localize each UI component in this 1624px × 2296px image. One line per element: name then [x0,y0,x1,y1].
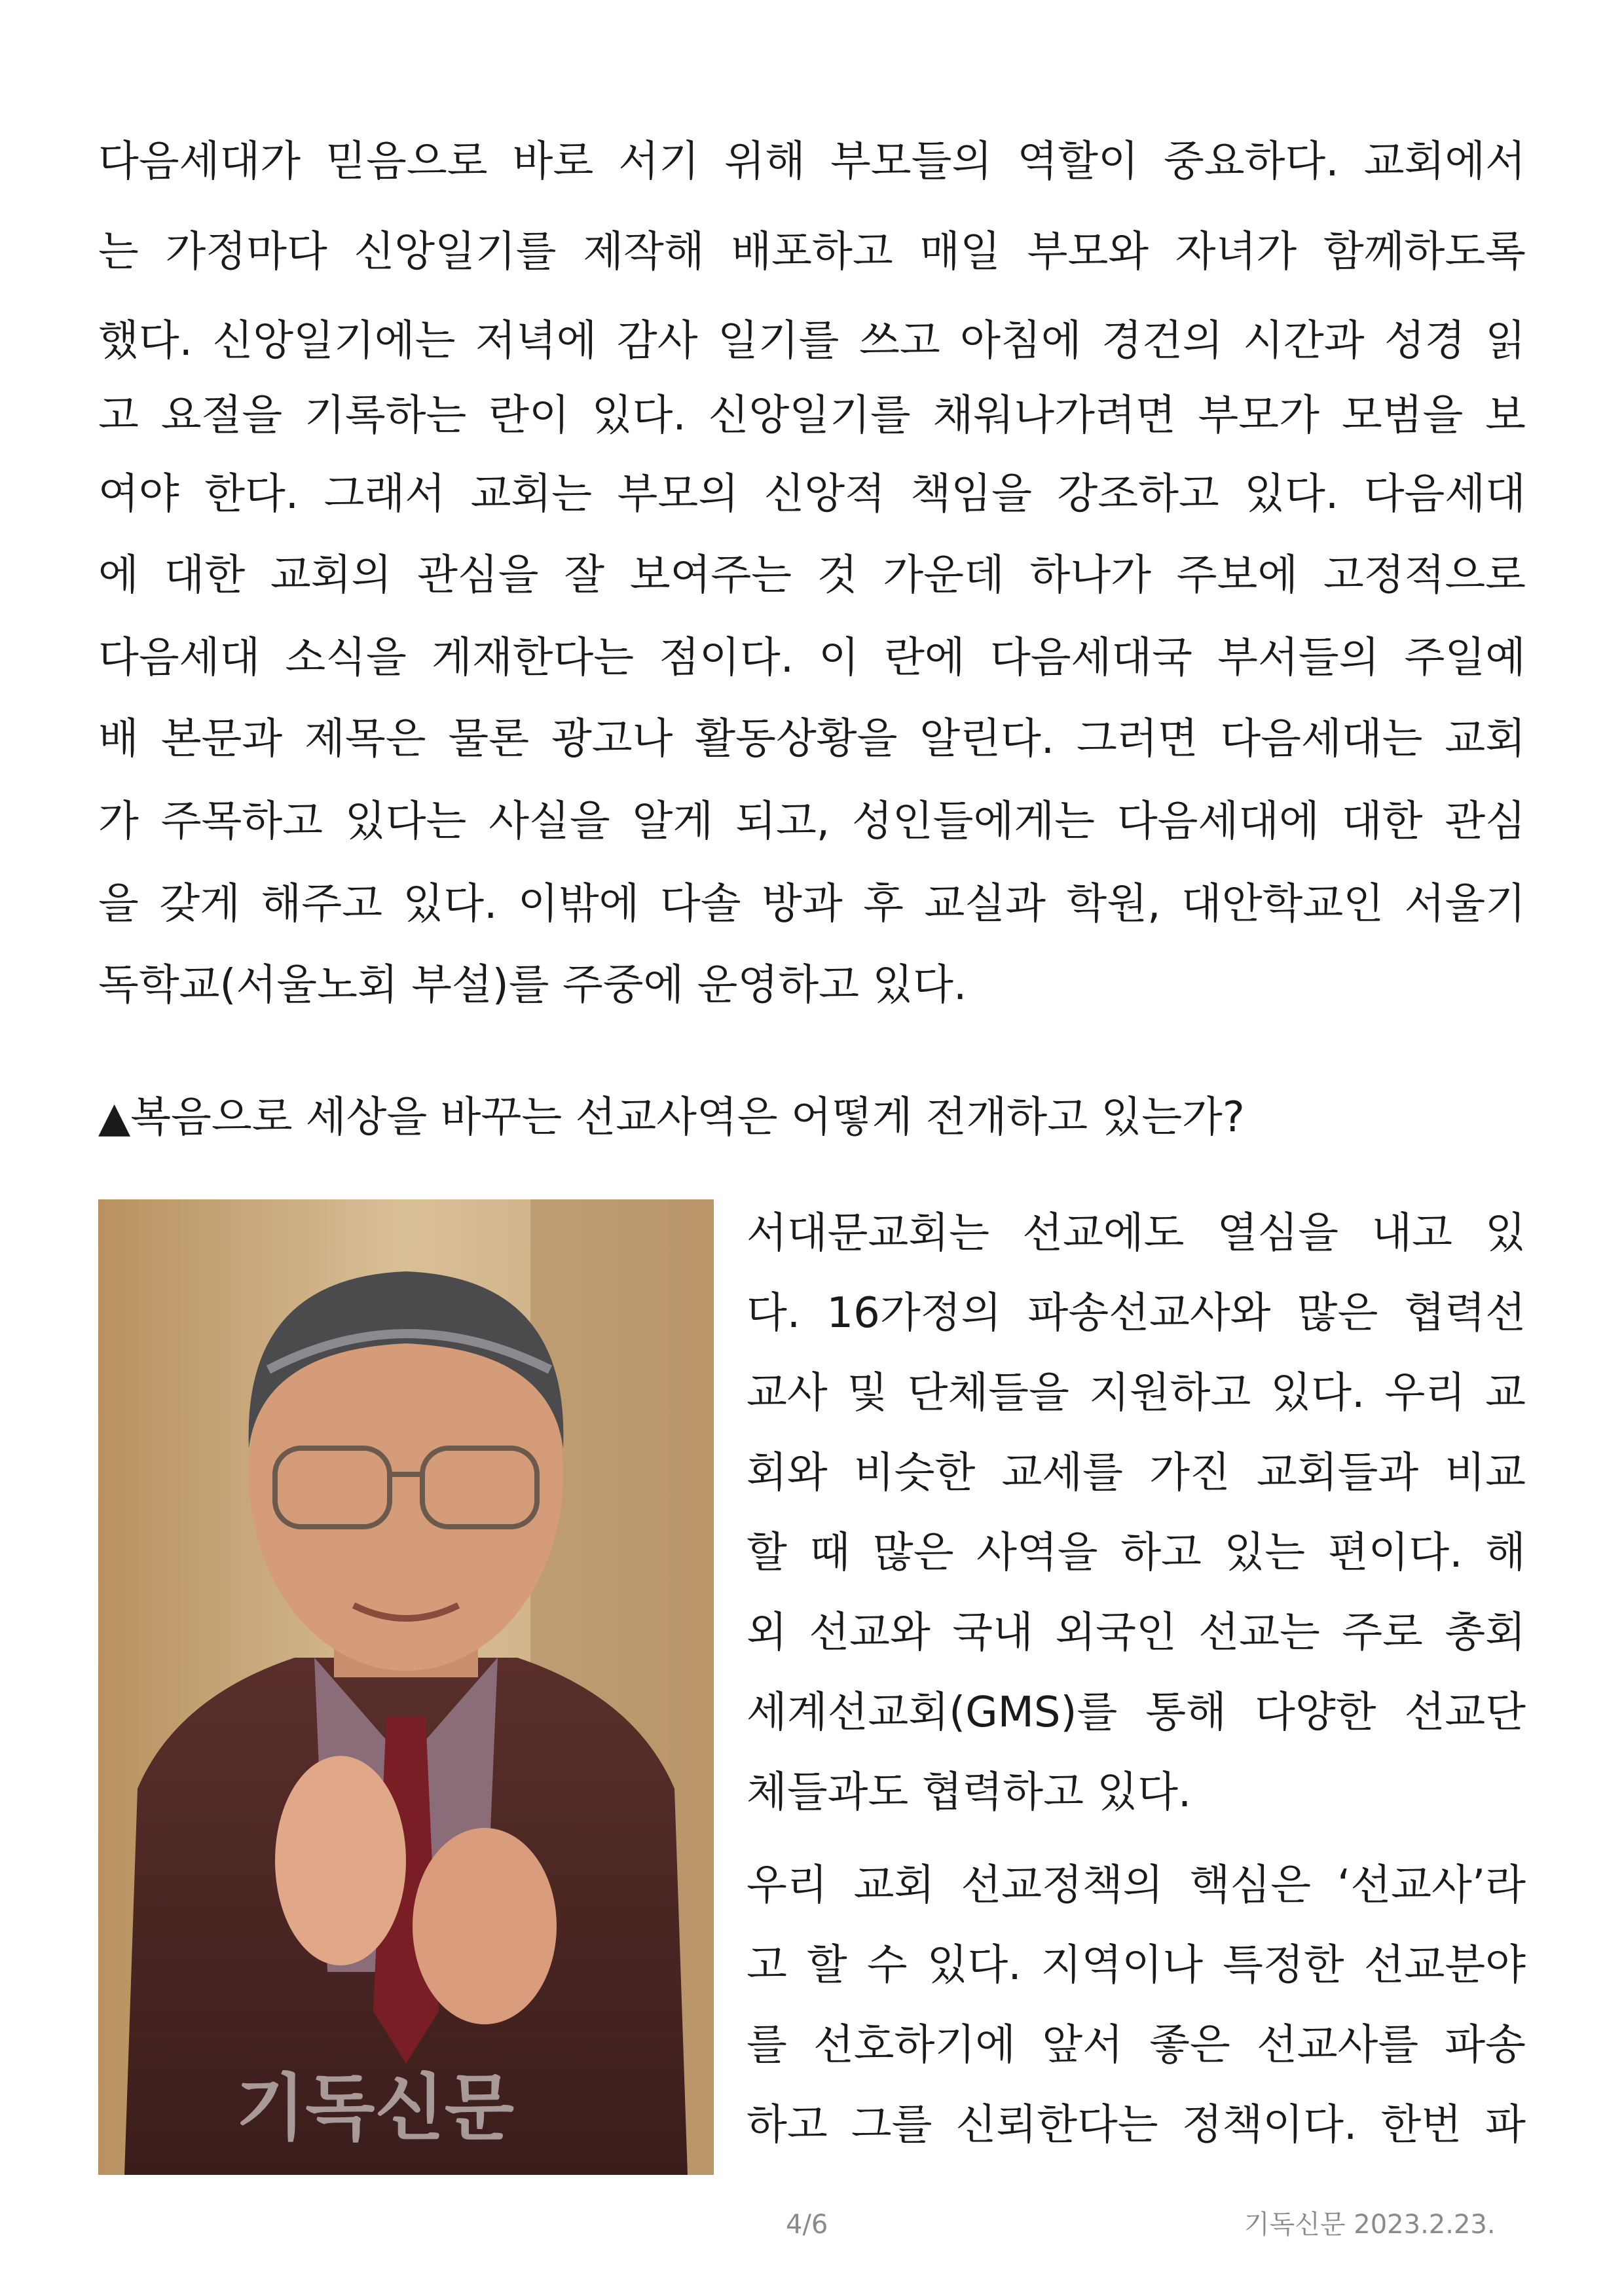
text-line: 을 갖게 해주고 있다. 이밖에 다솔 방과 후 교실과 학원, 대안학교인 서울기 [98,880,1526,928]
text-line: 회와 비슷한 교세를 가진 교회들과 비교 [747,1449,1526,1497]
text-line: 했다. 신앙일기에는 저녁에 감사 일기를 쓰고 아침에 경건의 시간과 성경 읽 [98,317,1526,365]
text-line: 여야 한다. 그래서 교회는 부모의 신앙적 책임을 강조하고 있다. 다음세대 [98,470,1526,519]
text-line: 에 대한 교회의 관심을 잘 보여주는 것 가운데 하나가 주보에 고정적으로 [98,551,1526,600]
text-line: 는 가정마다 신앙일기를 제작해 배포하고 매일 부모와 자녀가 함께하도록 [98,228,1526,276]
text-line: 고 할 수 있다. 지역이나 특정한 선교분야 [747,1941,1526,1990]
text-line: 를 선호하기에 앞서 좋은 선교사를 파송 [747,2021,1526,2069]
portrait-photo [98,1199,714,2175]
text-line: 세계선교회(GMS)를 통해 다양한 선교단 [747,1688,1526,1737]
text-line: 독학교(서울노회 부설)를 주중에 운영하고 있다. [98,961,967,1010]
text-line: 외 선교와 국내 외국인 선교는 주로 총회 [747,1609,1526,1657]
text-line: 우리 교회 선교정책의 핵심은 ‘선교사’라 [747,1861,1526,1910]
text-line: 할 때 많은 사역을 하고 있는 편이다. 해 [747,1529,1526,1577]
text-line: 배 본문과 제목은 물론 광고나 활동상황을 알린다. 그러면 다음세대는 교회 [98,715,1526,763]
text-line: 서대문교회는 선교에도 열심을 내고 있 [747,1209,1526,1258]
text-line: 고 요절을 기록하는 란이 있다. 신앙일기를 채워나가려면 부모가 모범을 보 [98,392,1526,440]
question-heading: ▲복음으로 세상을 바꾸는 선교사역은 어떻게 전개하고 있는가? [98,1093,1245,1142]
text-line: 하고 그를 신뢰한다는 정책이다. 한번 파 [747,2101,1526,2149]
text-line: 다. 16가정의 파송선교사와 많은 협력선 [747,1289,1526,1338]
text-line: 교사 및 단체들을 지원하고 있다. 우리 교 [747,1369,1526,1417]
text-line: 체들과도 협력하고 있다. [747,1768,1192,1817]
text-line: 다음세대가 믿음으로 바로 서기 위해 부모들의 역할이 중요하다. 교회에서 [98,137,1526,186]
source-date: 기독신문 2023.2.23. [1244,2210,1496,2240]
portrait-illustration [98,1199,714,2175]
text-line: 다음세대 소식을 게재한다는 점이다. 이 란에 다음세대국 부서들의 주일예 [98,634,1526,682]
page-number: 4/6 [786,2210,828,2240]
text-line: 가 주목하고 있다는 사실을 알게 되고, 성인들에게는 다음세대에 대한 관심 [98,797,1526,846]
watermark: 기독신문 [236,2066,515,2150]
